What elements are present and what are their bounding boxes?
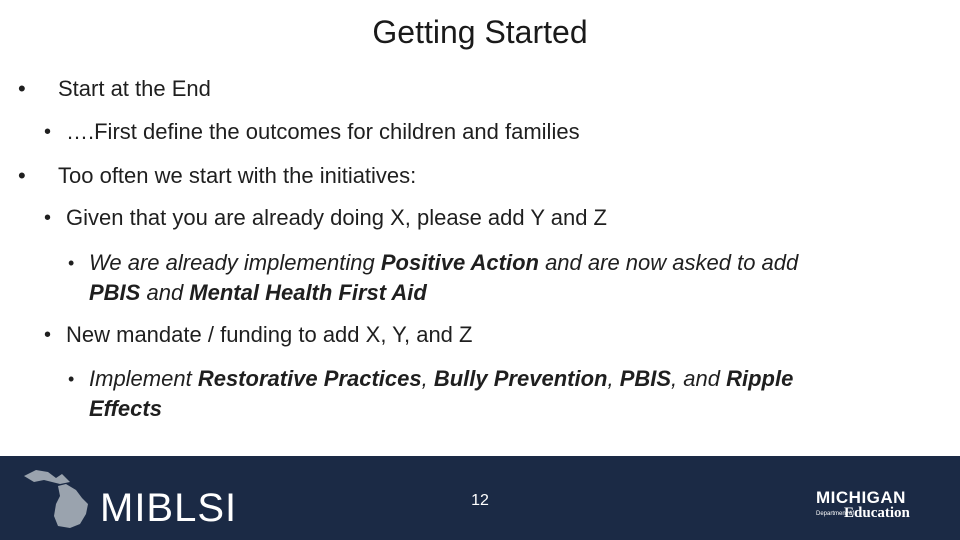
bullet-marker: • [44, 324, 52, 346]
emphasis-pbis: PBIS [619, 366, 672, 391]
bullet-l1-start-at-end: Start at the End [58, 76, 211, 101]
page-number: 12 [471, 492, 489, 509]
text-run: and [140, 280, 190, 305]
text-run: , [421, 366, 434, 391]
emphasis-mhfa: Mental Health First Aid [189, 280, 427, 305]
emphasis-restorative: Restorative Practices [197, 366, 422, 391]
bullet-marker: • [44, 207, 52, 229]
text-run: We are already implementing [89, 250, 381, 275]
emphasis-positive-action: Positive Action [380, 250, 539, 275]
mde-dept: Department of [816, 511, 855, 517]
bullet-l3-implement-cont [89, 394, 162, 424]
slide-title: Getting Started [372, 14, 588, 50]
bullet-marker: • [68, 369, 75, 389]
text-run: and are now asked to add [538, 250, 799, 275]
bullet-l3-implement [89, 364, 793, 394]
emphasis-bully-prevention: Bully Prevention [433, 366, 608, 391]
emphasis-effects: Effects [89, 396, 162, 421]
bullet-l2-new-mandate: New mandate / funding to add X, Y, and Z [66, 322, 473, 347]
mde-education: Education [844, 505, 910, 521]
emphasis-ripple: Ripple [726, 366, 794, 391]
bullet-marker: • [44, 121, 52, 143]
bullet-l1-too-often: Too often we start with the initiatives: [58, 163, 417, 188]
bullet-l3-positive-action-cont [89, 278, 427, 308]
bullet-marker: • [68, 253, 75, 273]
text-run: , and [671, 366, 727, 391]
bullet-l2-given-that: Given that you are already doing X, please add Y and Z [66, 205, 607, 230]
bullet-marker: • [18, 163, 26, 188]
mde-name: MICHIGAN [816, 488, 906, 507]
miblsi-brand: MIBLSI [100, 486, 238, 530]
bullet-l2-define-outcomes: ….First define the outcomes for children and families [66, 119, 580, 144]
emphasis-pbis: PBIS [89, 280, 141, 305]
bullet-marker: • [18, 76, 26, 101]
text-run: , [607, 366, 620, 391]
text-run: Implement [89, 366, 198, 391]
michigan-education-logo [814, 488, 932, 524]
bullet-l3-positive-action [89, 248, 798, 278]
